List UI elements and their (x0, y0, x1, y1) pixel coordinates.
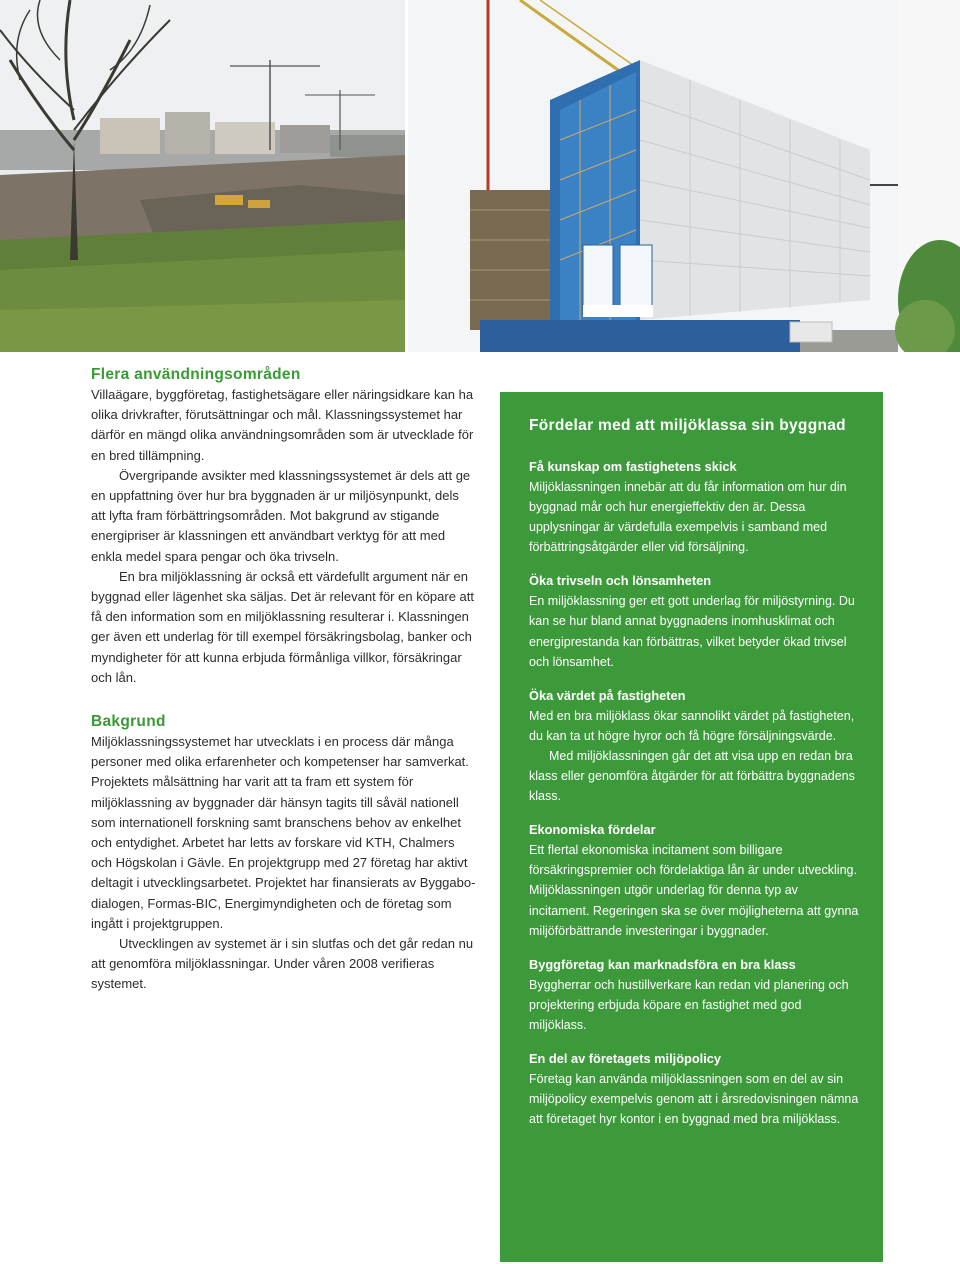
left-column (91, 365, 476, 995)
benefit-title: Få kunskap om fastighetens skick (529, 459, 737, 474)
benefit-text: Ett flertal ekonomiska incitament som billigare försäkringspremier och fördelaktiga lån är under utveckling. Miljöklassningen utgör underlag för denna typ av incitament. Regeringen ska se över möjligheterna att gynna miljöförbättrande investeringar i byggnader. (529, 843, 859, 938)
section-heading: Flera användningsområden (91, 366, 301, 383)
benefit-title: Öka värdet på fastigheten (529, 687, 686, 703)
benefit-title: Byggföretag kan marknadsföra en bra klass (529, 956, 796, 972)
benefit-item (529, 457, 859, 557)
benefits-box-content (529, 416, 859, 1143)
scaffolded-building-photo (408, 0, 898, 352)
benefit-text: En miljöklassning ger ett gott underlag för miljöstyrning. Du kan se hur bland annat byggnadens inomhusklimat och energiprestanda kan förbättras, vilket betyder ökad trivsel och lönsamhet. (529, 594, 855, 669)
benefit-text: Med miljöklassningen går det att visa upp en redan bra klass eller genomföra åtgärder för att förbättra byggnadens klass. (529, 748, 855, 804)
benefits-heading: Fördelar med att miljöklassa sin byggnad (529, 417, 846, 434)
benefit-item (529, 571, 859, 671)
benefit-text: Företag kan använda miljöklassningen som en del av sin miljöpolicy exempelvis genom att i årsredovisningen nämna att företaget hyr kontor i en byggnad med bra miljöklass. (529, 1071, 859, 1127)
benefits-box (500, 392, 883, 1262)
benefit-text: Med en bra miljöklass ökar sannolikt värdet på fastigheten, du kan ta ut högre hyror och få högre försäljningsvärde. (529, 708, 855, 743)
construction-site-photo (0, 0, 405, 352)
benefit-item (529, 1049, 859, 1129)
photo-strip (0, 0, 960, 352)
body-paragraph: Övergripande avsikter med klassningssystemet är dels att ge en uppfattning över hur bra byggnaden är ur miljösynpunkt, dels att lyfta fram förbättringsområden. Mot bakgrund av stigande energipriser är klassningen ett användbart verktyg för att med enkla medel spara pengar och öka trivseln. (91, 467, 471, 564)
benefit-title: En del av företagets miljöpolicy (529, 1050, 722, 1066)
body-paragraph: En bra miljöklassning är också ett värdefullt argument när en byggnad eller lägenhet ska säljas. Det är relevant för en köpare att få den information som en miljöklassning resulterar i. Klassningen ger även ett underlag för till exempel försäkringsbolag, banker och myndigheter för att kunna erbjuda förmånliga villkor, försäkringar och lån. (91, 568, 475, 685)
benefit-title: Ekonomiska fördelar (529, 822, 656, 838)
benefit-item (529, 686, 859, 806)
body-paragraph: Miljöklassningssystemet har utvecklats i en process där många personer med olika erfarenheter och kompetenser har samverkat. Projektets målsättning har varit att ta fram ett system för miljöklassning av byggnader där hänsyn tagits till såväl nationell som internationell forskning samt branschens behov av enkelhet och entydighet. Arbetet har letts av forskare vid KTH, Chalmers och Högskolan i Gävle. En projektgrupp med 27 företag har aktivt deltagit i utvecklingsarbetet. Projektet har finansierats av Byggabo-dialogen, Formas-BIC, Energimyndigheten och de företag som ingått i projektgruppen. (91, 734, 476, 931)
benefit-text: Byggherrar och hustillverkare kan redan vid planering och projektering erbjuda köpare en fastighet med god miljöklass. (529, 977, 849, 1032)
section-heading: Bakgrund (91, 713, 166, 731)
benefit-text: Miljöklassningen innebär att du får information om hur din byggnad mår och hur energieffektiv den är. Dessa upplysningar är värdefulla exempelvis i samband med förbättringsåtgärder eller vid försäljning. (529, 480, 847, 555)
benefit-item (529, 820, 859, 940)
body-paragraph: Utvecklingen av systemet är i sin slutfas och det går redan nu att genomföra miljöklassningar. Under våren 2008 verifieras systemet. (91, 936, 474, 992)
section-usage-areas (91, 365, 476, 688)
section-background (91, 712, 476, 995)
benefit-item (529, 955, 859, 1035)
body-paragraph: Villaägare, byggföretag, fastighetsägare eller näringsidkare kan ha olika drivkrafter, förutsättningar och mål. Klassningssystemet har därför en mängd olika användningsområden som är utvecklade för en bred tillämpning. (91, 387, 474, 463)
benefit-title: Öka trivseln och lönsamheten (529, 573, 712, 589)
